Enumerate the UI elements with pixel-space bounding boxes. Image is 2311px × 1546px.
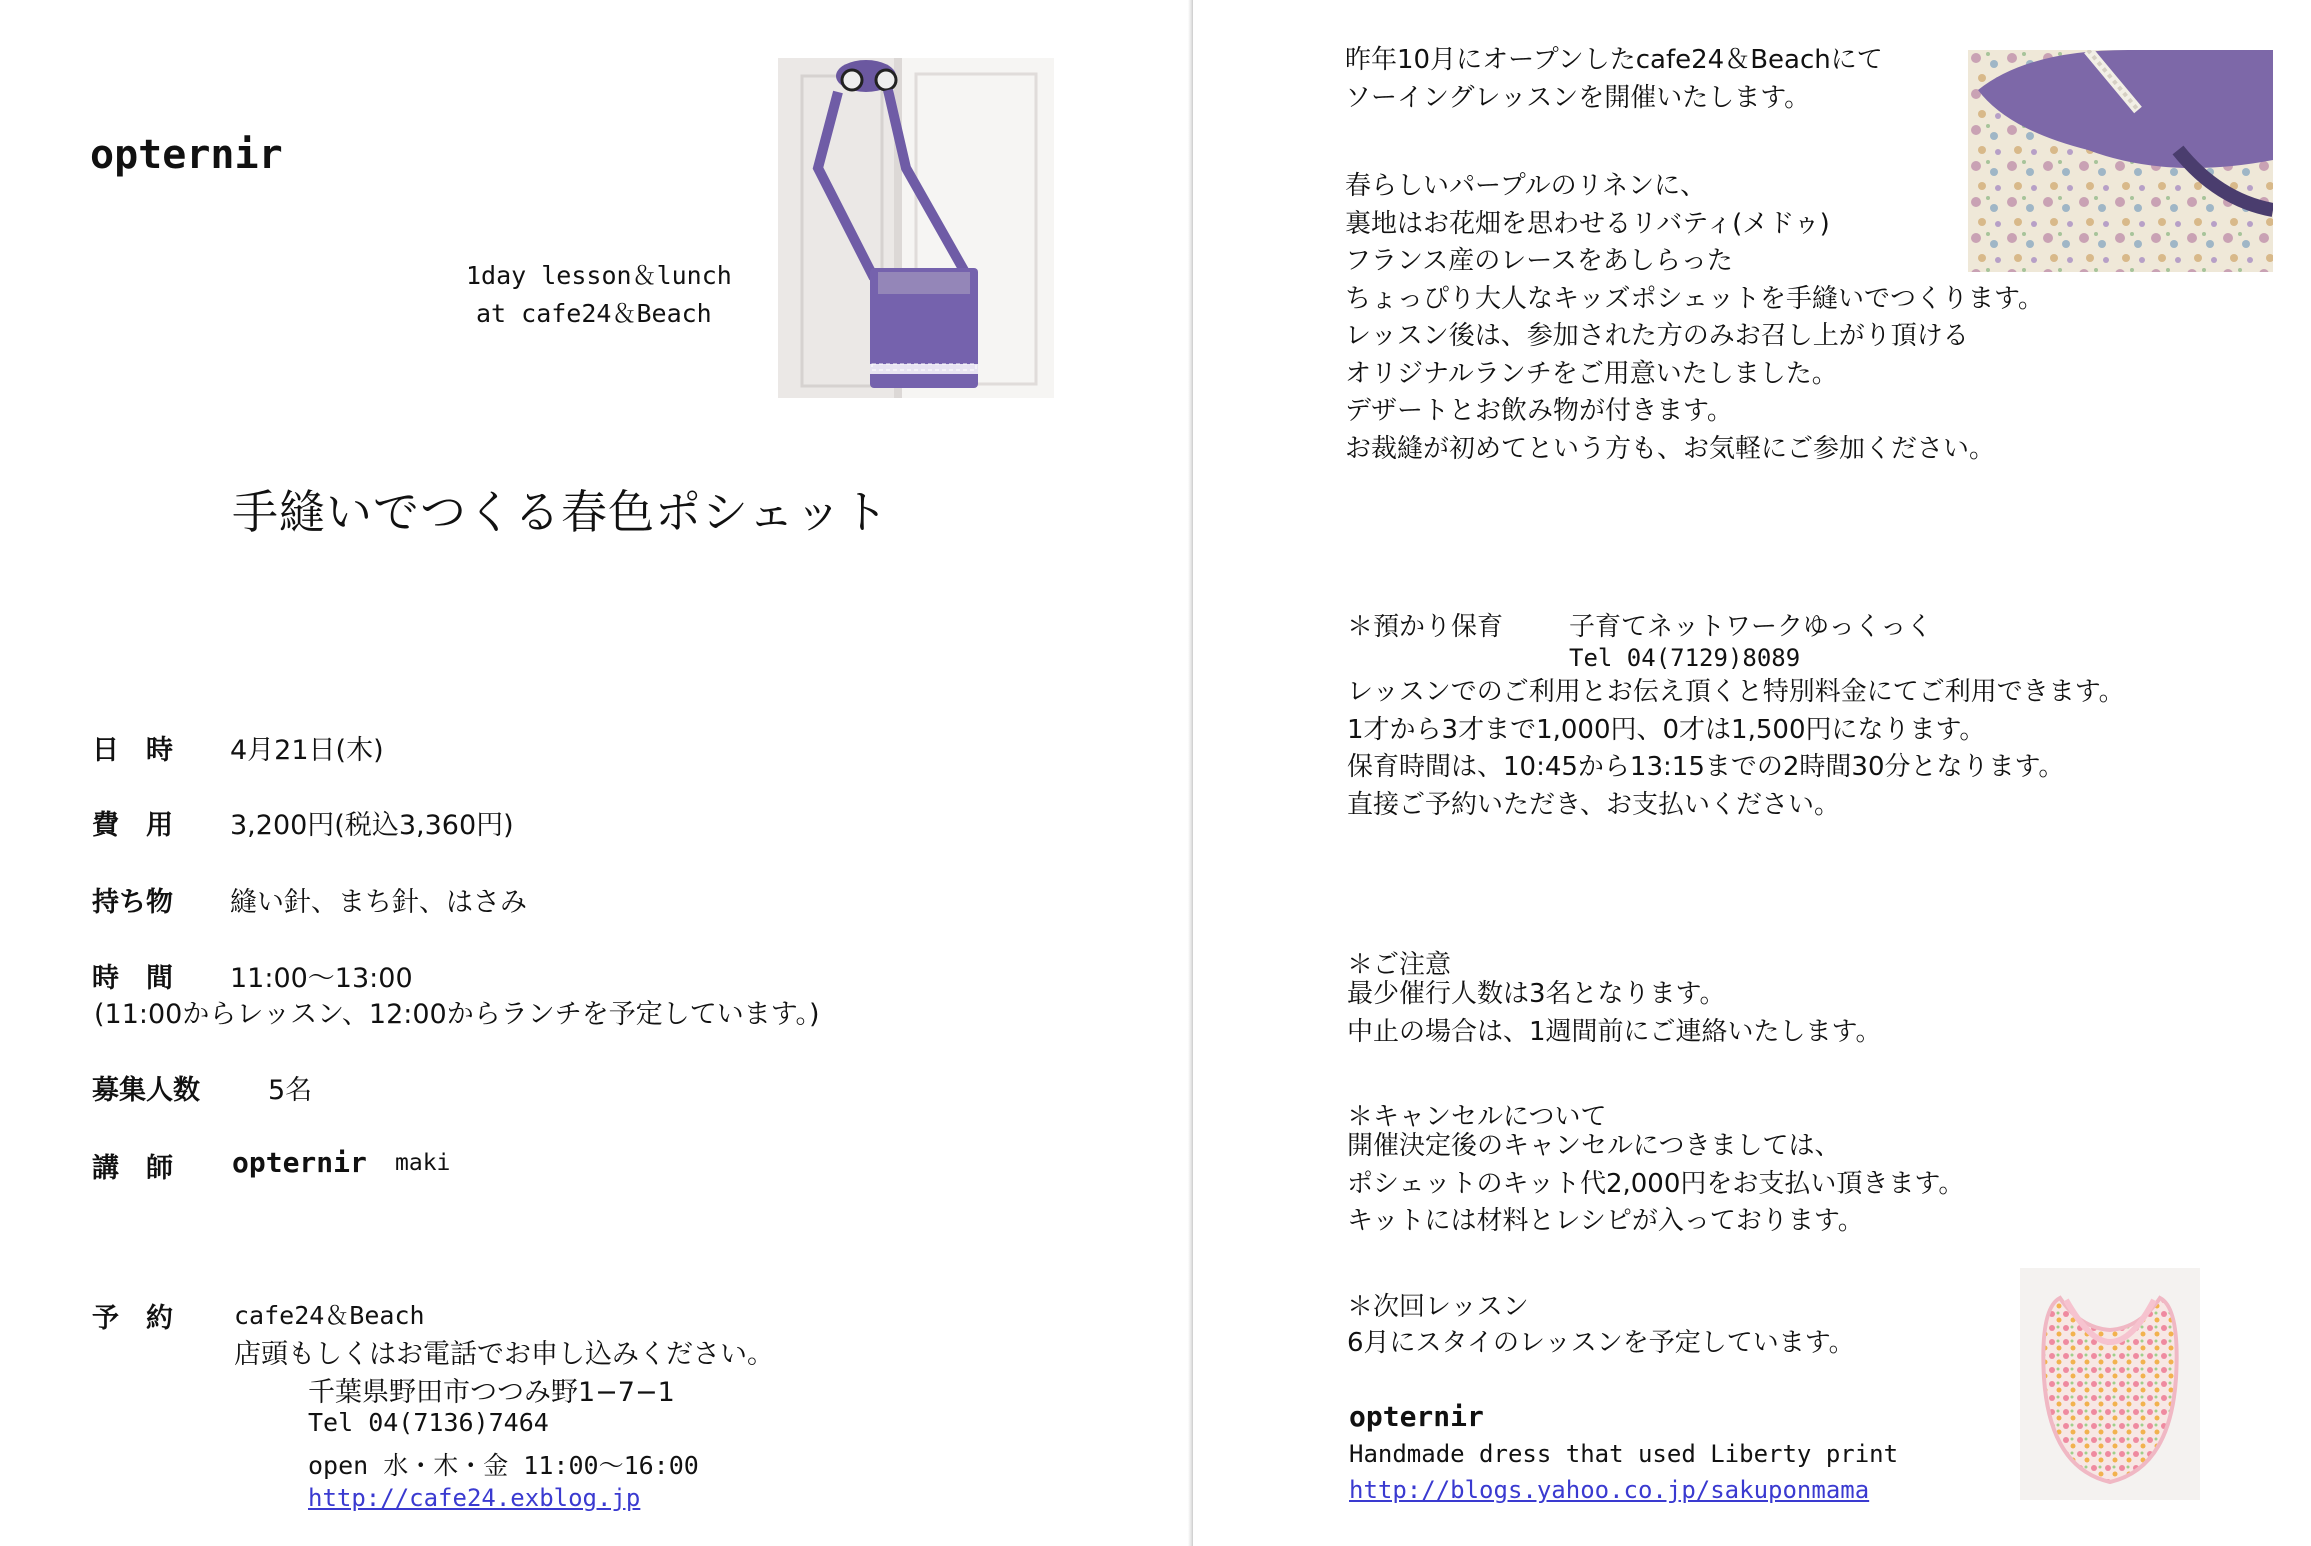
childcare-line-1: レッスンでのご利用とお伝え頂くと特別料金にてご利用できます。: [1347, 677, 2125, 707]
bib-photo: [2020, 1268, 2200, 1500]
notice-heading: ＊ご注意: [1347, 950, 1452, 980]
items-label: 持ち物: [92, 887, 173, 918]
pochette-photo: [778, 58, 1054, 398]
cancel-text: [1347, 1128, 1964, 1241]
intro-line-2: ソーイングレッスンを開催いたします。: [1345, 82, 1811, 113]
footer-brand: opternir: [1349, 1400, 1484, 1433]
reservation-address: 千葉県野田市つつみ野1−7−1: [308, 1377, 675, 1408]
notice-text: [1347, 976, 1881, 1051]
brand-logo: opternir: [90, 132, 283, 178]
description-line-8: お裁縫が初めてという方も、お気軽にご参加ください。: [1345, 433, 1996, 464]
next-line: 6月にスタイのレッスンを予定しています。: [1347, 1328, 1855, 1358]
time-value: 11:00～13:00: [230, 963, 413, 994]
date-value: 4月21日(木): [230, 735, 384, 766]
intro-text: [1345, 42, 1883, 117]
reservation-label: 予 約: [92, 1303, 173, 1334]
childcare-org: 子育てネットワークゆっくっく: [1569, 612, 1933, 642]
notice-line-2: 中止の場合は、1週間前にご連絡いたします。: [1347, 1016, 1882, 1047]
lesson-title: 手縫いでつくる春色ポシェット: [232, 485, 890, 539]
items-value: 縫い針、まち針、はさみ: [230, 887, 527, 918]
right-page: [1193, 0, 2311, 1546]
date-label: 日 時: [92, 735, 173, 766]
childcare-line-2: 1才から3才まで1,000円、0才は1,500円になります。: [1347, 714, 1986, 745]
teacher-label: 講 師: [92, 1153, 173, 1184]
time-label: 時 間: [92, 963, 173, 994]
reservation-instruction: 店頭もしくはお電話でお申し込みください。: [234, 1339, 774, 1370]
bib-illustration: [2020, 1268, 2200, 1500]
time-note: (11:00からレッスン、12:00からランチを予定しています。): [94, 999, 820, 1030]
cancel-heading: ＊キャンセルについて: [1347, 1102, 1607, 1132]
description-line-3: フランス産のレースをあしらった: [1345, 246, 1733, 276]
lesson-line-2: at cafe24＆Beach: [476, 299, 712, 328]
childcare-text: [1347, 674, 2125, 824]
teacher-sub: maki: [395, 1150, 451, 1176]
cancel-line-2: ポシェットのキット代2,000円をお支払い頂きます。: [1347, 1168, 1965, 1199]
next-heading: ＊次回レッスン: [1347, 1292, 1529, 1322]
footer-tagline: Handmade dress that used Liberty print: [1349, 1440, 1899, 1468]
childcare-heading: ＊預かり保育: [1347, 612, 1504, 642]
description-line-4: ちょっぴり大人なキッズポシェットを手縫いでつくります。: [1345, 283, 2044, 314]
blog-link[interactable]: http://blogs.yahoo.co.jp/sakuponmama: [1349, 1476, 1870, 1504]
teacher-name: opternir: [232, 1146, 367, 1179]
description-line-2: 裏地はお花畑を思わせるリバティ(メドゥ): [1345, 208, 1830, 239]
lesson-line-1: 1day lesson＆lunch: [466, 261, 732, 290]
intro-line-1: 昨年10月にオープンしたcafe24＆Beachにて: [1345, 45, 1883, 75]
fee-value: 3,200円(税込3,360円): [230, 810, 514, 841]
description-text: [1345, 168, 2044, 468]
reservation-venue: cafe24＆Beach: [234, 1301, 425, 1330]
childcare-line-4: 直接ご予約いただき、お支払いください。: [1347, 789, 1840, 820]
fee-label: 費 用: [92, 810, 173, 841]
description-line-1: 春らしいパープルのリネンに、: [1345, 171, 1707, 201]
notice-line-1: 最少催行人数は3名となります。: [1347, 979, 1726, 1009]
description-line-7: デザートとお飲み物が付きます。: [1345, 396, 1733, 426]
capacity-value: 5名: [268, 1075, 313, 1106]
reservation-tel: Tel 04(7136)7464: [308, 1408, 549, 1437]
description-line-5: レッスン後は、参加された方のみお召し上がり頂ける: [1345, 321, 1969, 351]
childcare-line-3: 保育時間は、10:45から13:15までの2時間30分となります。: [1347, 752, 2065, 782]
cancel-line-3: キットには材料とレシピが入っております。: [1347, 1206, 1864, 1236]
pochette-illustration: [778, 58, 1054, 398]
cafe-website-link[interactable]: http://cafe24.exblog.jp: [308, 1484, 641, 1512]
cancel-line-1: 開催決定後のキャンセルにつきましては、: [1347, 1131, 1841, 1161]
description-line-6: オリジナルランチをご用意いたしました。: [1345, 358, 1838, 389]
capacity-label: 募集人数: [92, 1075, 200, 1106]
childcare-tel: Tel 04(7129)8089: [1569, 644, 1801, 672]
reservation-open: open 水・木・金 11:00～16:00: [308, 1451, 699, 1480]
